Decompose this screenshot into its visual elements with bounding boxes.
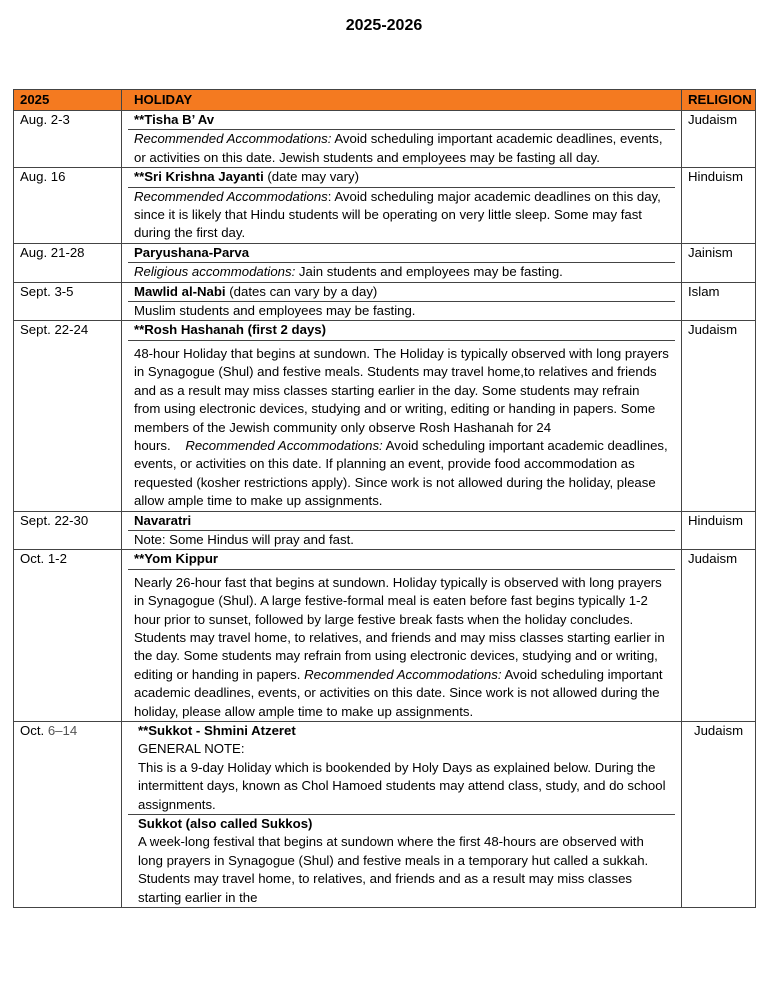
holiday-cell — [122, 243, 682, 282]
table-row — [14, 321, 756, 511]
date-cell: Aug. 21-28 — [14, 243, 122, 282]
religion-cell: Hinduism — [682, 511, 756, 550]
table-row — [14, 550, 756, 722]
date-cell: Oct. 6–14 — [14, 722, 122, 908]
table-row — [14, 282, 756, 321]
header-date: 2025 — [14, 90, 122, 111]
holiday-cell — [122, 550, 682, 722]
religion-cell: Judaism — [682, 550, 756, 722]
holiday-name: **Tisha B’ Av — [128, 111, 675, 130]
holiday-table — [13, 89, 756, 908]
header-religion: RELIGION — [682, 90, 756, 111]
holiday-cell — [122, 168, 682, 244]
holiday-cell — [122, 722, 682, 908]
header-row — [14, 90, 756, 111]
holiday-name: **Rosh Hashanah (first 2 days) — [128, 321, 675, 340]
holiday-note: 48-hour Holiday that begins at sundown. The Holiday is typically observed with long prayers in Synagogue (Shul) and festive meals. Students may travel home,to relatives and friends and as a result may miss classes starting earlier in the day. Some students may refrain from using electronic devices, studying and or writing, editing or handing in papers. Some members of the Jewish community only observe Rosh Hashanah for 24 hours. Recommended Accommodations: Avoid scheduling important academic deadlines, events, or activities on this date. If planning an event, provide food accommodation as requested (kosher restrictions apply). Since work is not allowed during the holiday, please allow ample time to make up assignments. — [134, 345, 669, 509]
holiday-name: Navaratri — [128, 512, 675, 531]
sub-holiday-name: Sukkot (also called Sukkos) — [138, 816, 313, 832]
holiday-cell — [122, 282, 682, 321]
holiday-name: **Sri Krishna Jayanti (date may vary) — [128, 168, 675, 187]
date-cell: Oct. 1-2 — [14, 550, 122, 722]
header-holiday: HOLIDAY — [122, 90, 682, 111]
religion-cell: Hinduism — [682, 168, 756, 244]
table-row — [14, 111, 756, 168]
date-cell: Sept. 22-24 — [14, 321, 122, 511]
date-cell: Sept. 3-5 — [14, 282, 122, 321]
holiday-name: Mawlid al-Nabi (dates can vary by a day) — [128, 283, 675, 302]
sub-holiday-note: A week-long festival that begins at sundown where the first 48-hours are observed with long prayers in Synagogue (Shul) and festive meals in a temporary hut called a sukkah. Students may travel home, to relatives, and friends and as a result may miss classes starting earlier in the — [138, 834, 649, 905]
date-cell: Aug. 2-3 — [14, 111, 122, 168]
holiday-note: Recommended Accommodations: Avoid scheduling major academic deadlines on this day, since it is likely that Hindu students will be operating on very little sleep. Some may fast during the first day. — [134, 188, 661, 241]
holiday-note: Recommended Accommodations: Avoid scheduling important academic deadlines, events, or activities on this date. Jewish students and employees may be fasting all day. — [134, 131, 663, 165]
holiday-name: **Sukkot - Shmini Atzeret — [138, 723, 296, 738]
religion-cell: Judaism — [682, 111, 756, 168]
table-row — [14, 243, 756, 282]
date-cell: Sept. 22-30 — [14, 511, 122, 550]
holiday-note: Nearly 26-hour fast that begins at sundown. Holiday typically is observed with long prayers in Synagogue (Shul). A large festive-formal meal is eaten before fast begins typically 1-2 hour prior to sunset, followed by large festive break fasts when the holiday concludes. Students may travel home, to relatives, and friends and may miss classes starting earlier in the day. Some students may refrain from using electronic devices, studying and or writing, editing or handing in papers. Recommended Accommodations: Avoid scheduling important academic deadlines, events, or activities on this date. Since work is not allowed during the holiday, please allow ample time to make up assignments. — [134, 574, 665, 719]
table-row — [14, 511, 756, 550]
holiday-name: Paryushana-Parva — [128, 244, 675, 263]
religion-cell: Judaism — [682, 321, 756, 511]
page-title: 2025-2026 — [345, 17, 423, 34]
holiday-note: Muslim students and employees may be fasting. — [134, 303, 416, 319]
holiday-cell — [122, 111, 682, 168]
table-row — [14, 168, 756, 244]
religion-cell: Jainism — [682, 243, 756, 282]
holiday-cell — [122, 321, 682, 511]
date-cell: Aug. 16 — [14, 168, 122, 244]
holiday-cell — [122, 511, 682, 550]
table-row — [14, 722, 756, 908]
religion-cell: Judaism — [682, 722, 756, 908]
holiday-note: Religious accommodations: Jain students and employees may be fasting. — [134, 264, 563, 280]
general-note-label: GENERAL NOTE: — [138, 741, 245, 757]
religion-cell: Islam — [682, 282, 756, 321]
holiday-name: **Yom Kippur — [128, 550, 675, 569]
general-note: This is a 9-day Holiday which is bookended by Holy Days as explained below. During the intermittent days, known as Chol Hamoed students may attend class, study, and do school assignments. — [138, 759, 666, 812]
holiday-note: Note: Some Hindus will pray and fast. — [134, 531, 354, 547]
